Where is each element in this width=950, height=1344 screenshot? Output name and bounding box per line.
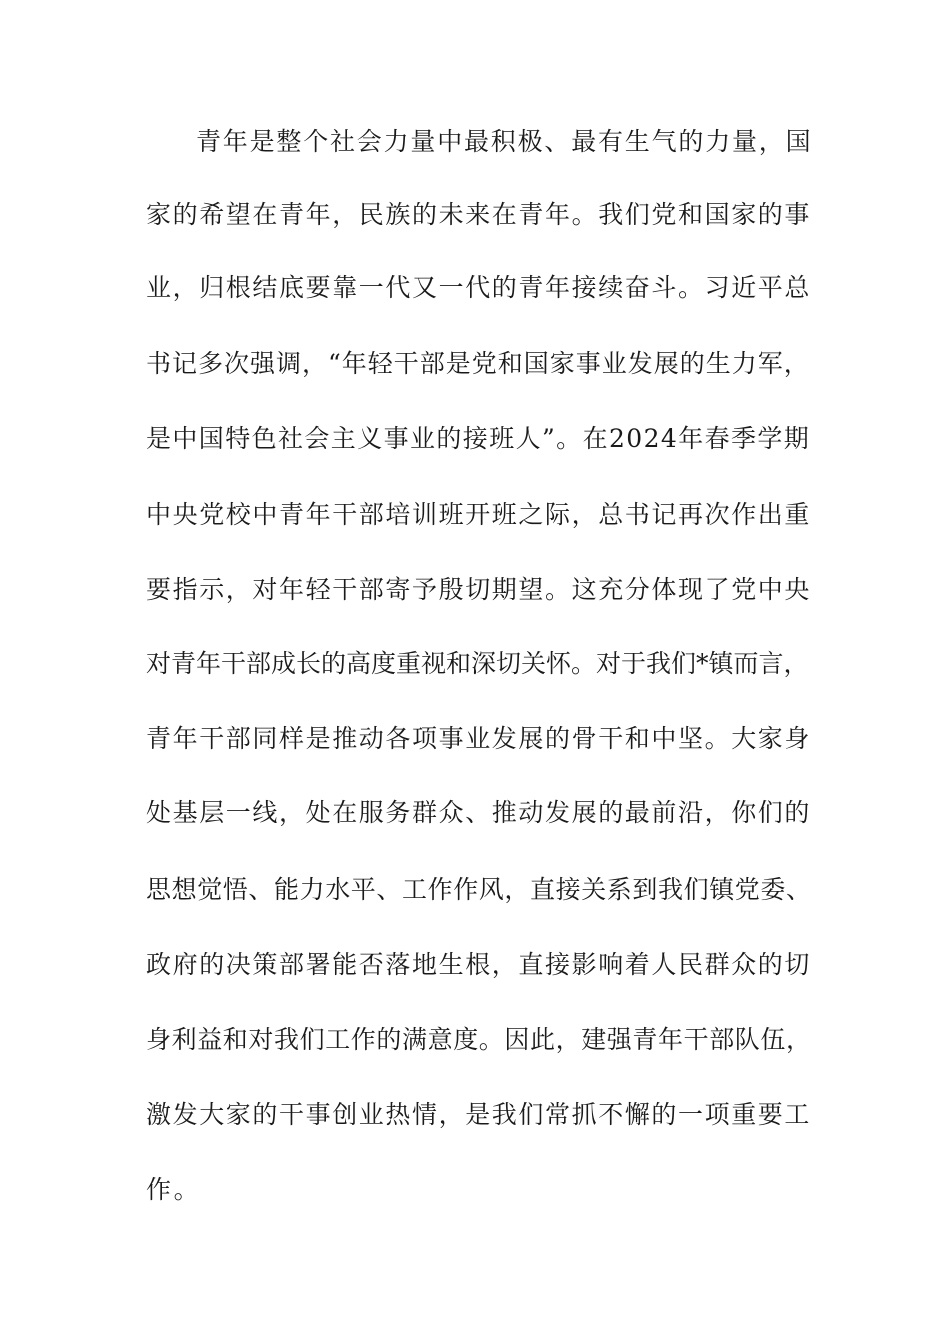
paragraph-line: 书记多次强调，“年轻干部是党和国家事业发展的生力军，	[146, 349, 810, 378]
paragraph-line: 作。	[146, 1175, 202, 1204]
paragraph-line: 家的希望在青年，民族的未来在青年。我们党和国家的事	[146, 200, 812, 229]
paragraph-line: 处基层一线，处在服务群众、推动发展的最前沿，你们的	[146, 798, 812, 827]
paragraph-line: 中央党校中青年干部培训班开班之际，总书记再次作出重	[146, 500, 812, 529]
paragraph-line: 要指示，对年轻干部寄予殷切期望。这充分体现了党中央	[146, 575, 812, 604]
paragraph-line: 业，归根结底要靠一代又一代的青年接续奋斗。习近平总	[146, 273, 812, 302]
paragraph-line: 青年干部同样是推动各项事业发展的骨干和中坚。大家身	[146, 724, 812, 753]
paragraph-line: 身利益和对我们工作的满意度。因此，建强青年干部队伍，	[146, 1025, 812, 1054]
paragraph-line: 思想觉悟、能力水平、工作作风，直接关系到我们镇党委、	[146, 875, 812, 904]
paragraph-line: 对青年干部成长的高度重视和深切关怀。对于我们*镇而言，	[146, 649, 809, 678]
paragraph-line: 青年是整个社会力量中最积极、最有生气的力量，国	[196, 127, 813, 156]
paragraph-line: 激发大家的干事创业热情，是我们常抓不懈的一项重要工	[146, 1100, 812, 1129]
paragraph-line: 是中国特色社会主义事业的接班人”。在2024年春季学期	[146, 424, 811, 453]
paragraph-line: 政府的决策部署能否落地生根，直接影响着人民群众的切	[146, 950, 812, 979]
